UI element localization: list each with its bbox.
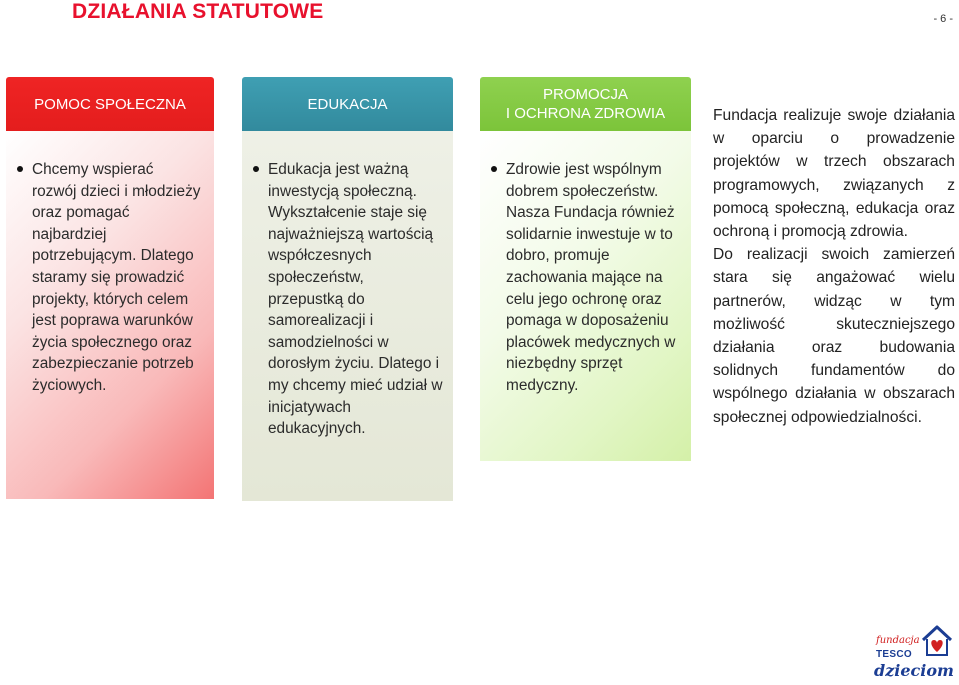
side-paragraph-2: Do realizacji swoich zamierzeń stara się angażować wielu partnerów, widząc w tym możliwość skuteczniejszego działania oraz budowania solidnych fundamentów do wspólnego działania w obszarach społecznej odpowiedzialności. — [713, 246, 955, 426]
column-health — [480, 77, 691, 461]
column-heading-line2: I OCHRONA ZDROWIA — [505, 105, 666, 122]
column-body — [242, 131, 453, 501]
column-heading — [242, 77, 453, 131]
bullet-icon — [491, 166, 497, 172]
column-text: Edukacja jest ważną inwestycją społeczną. Wykształcenie staje się najważniejszą wartością współczesnych społeczeństw, przepustką do samorealizacji i samodzielności w dorosłym życiu. Dlatego i my chcemy mieć udział w inicjatywach edukacyjnych. — [268, 161, 443, 438]
page-number: - 6 - — [933, 13, 953, 25]
house-heart-icon — [920, 624, 954, 658]
column-heading — [480, 77, 691, 131]
bullet-icon — [17, 166, 23, 172]
column-heading — [6, 77, 214, 131]
fundacja-tesco-dzieciom-logo — [868, 622, 956, 682]
column-body — [6, 131, 214, 499]
column-text: Chcemy wspierać rozwój dzieci i młodzieży oraz pomagać najbardziej potrzebującym. Dlatego staramy się prowadzić projekty, których celem jest poprawa warunków życia społecznego oraz zabezpieczanie potrzeb życiowych. — [32, 161, 201, 394]
bullet-icon — [253, 166, 259, 172]
logo-line-3: dzieciom — [874, 661, 954, 680]
column-body — [480, 131, 691, 461]
column-education — [242, 77, 453, 501]
column-heading-text: POMOC SPOŁECZNA — [34, 95, 186, 113]
side-paragraph-1: Fundacja realizuje swoje działania w oparciu o prowadzenie projektów w trzech obszarach programowych, związanych z pomocą społeczną, edukacja oraz ochroną i promocją zdrowia. — [713, 107, 955, 241]
column-social-help — [6, 77, 214, 499]
page-title: DZIAŁANIA STATUTOWE — [72, 0, 324, 23]
column-heading-line1: PROMOCJA — [542, 86, 628, 103]
side-description — [713, 104, 955, 429]
logo-line-1: fundacja — [876, 635, 920, 646]
column-text: Zdrowie jest wspólnym dobrem społeczeństw. Nasza Fundacja również solidarnie inwestuje w to dobro, promuje zachowania mające na celu jego ochronę oraz pomaga w doposażeniu placówek medycznych w niezbędny sprzęt medyczny. — [506, 161, 676, 394]
column-heading-text: EDUKACJA — [307, 95, 388, 113]
logo-line-2: TESCO — [876, 649, 912, 660]
